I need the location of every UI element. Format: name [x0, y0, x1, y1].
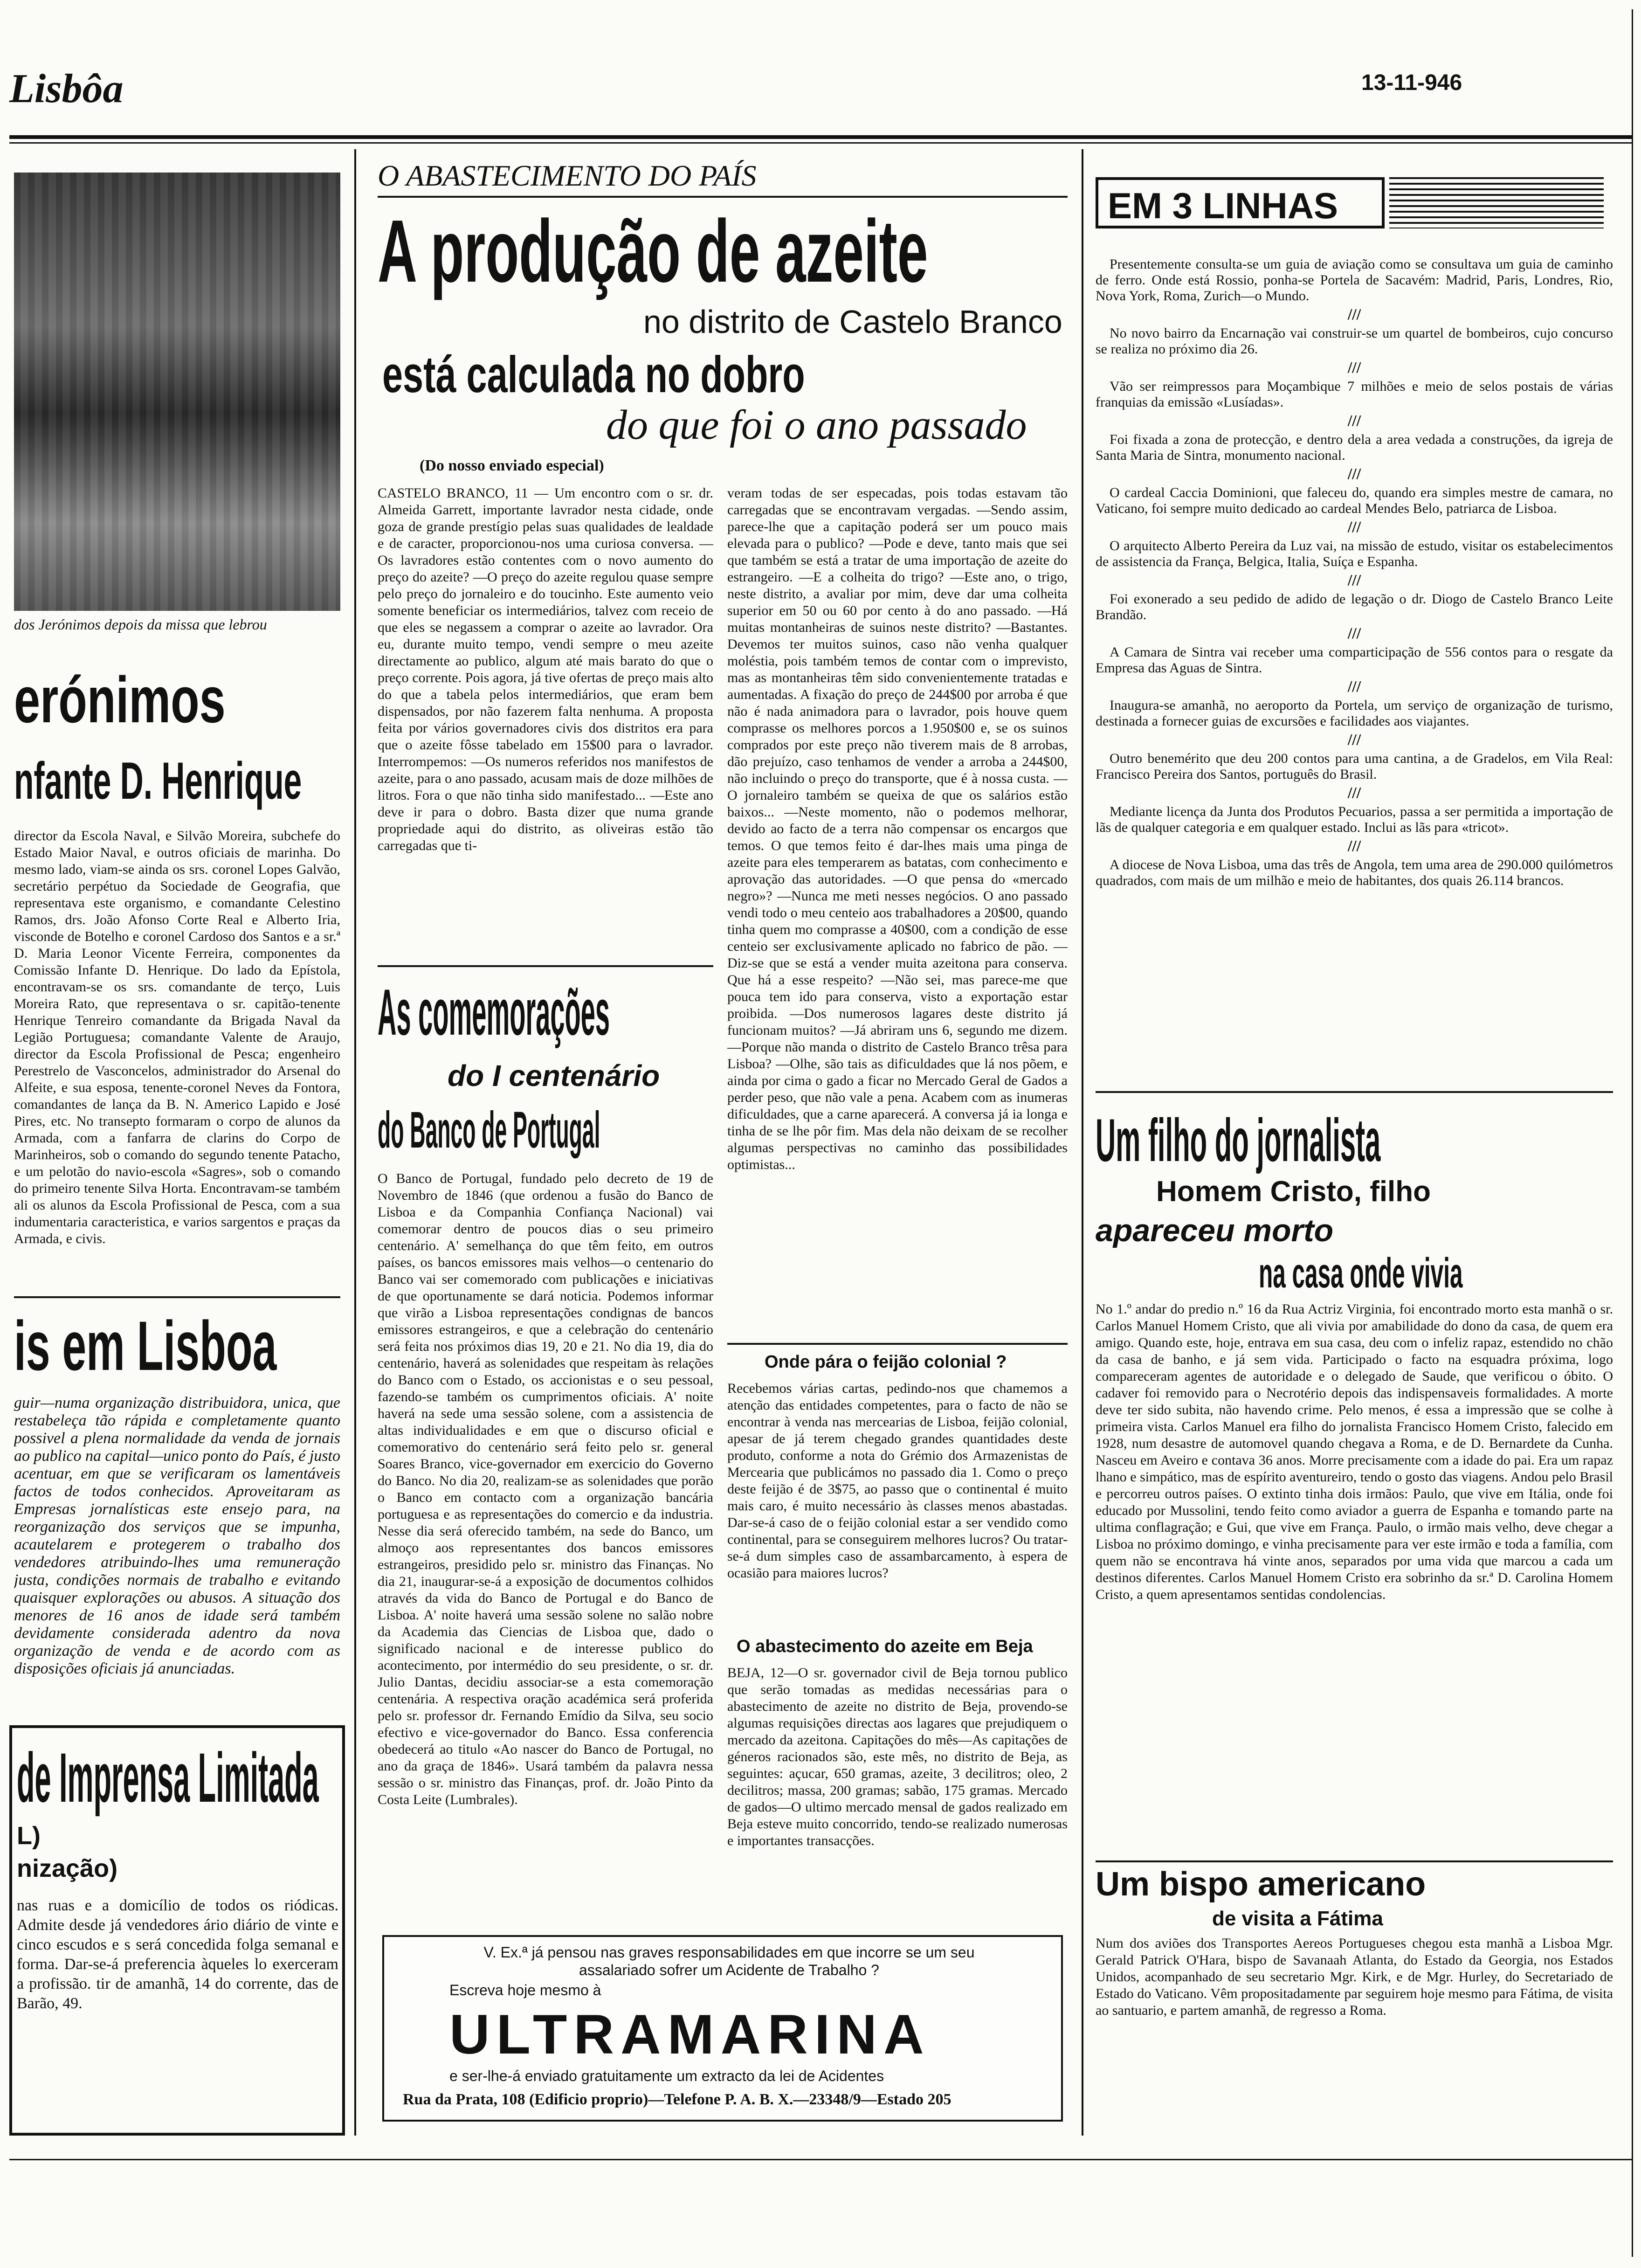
rule	[1096, 1860, 1613, 1862]
feijao-text: Recebemos várias cartas, pedindo-nos que chamemos a atenção das entidades competentes, para o facto de não se encontrar à venda nas mercearias de Lisboa, feijão colonial, apesar de já terem chegado grandes quantidades deste produto, conforme a nota do Grémio dos Armazenistas de Mercearia que publicámos no passado dia 1. Como o preço deste feijão é de 3$75, ao passo que o continental é muito mais caro, é muito necessário às classes menos abastadas. Dar-se-á caso de o feijão colonial estar a ser vendido como continental, para se conseguirem melhores lucros? Ou tratar-se-á dum simples caso de assambarcamento, à espera de ocasião para maiores lucros?	[727, 1381, 1068, 1581]
masthead-rule	[9, 135, 1632, 139]
imprensa-headline: de Imprensa Limitada	[17, 1738, 319, 1817]
em-3-linhas-title: EM 3 LINHAS	[1108, 185, 1338, 226]
kicker: O ABASTECIMENTO DO PAÍS	[378, 159, 757, 192]
subhead-centenario: do I centenário	[448, 1059, 660, 1093]
photo-jeronimos	[14, 173, 340, 611]
separator: ///	[1347, 465, 1361, 483]
bottom-rule	[9, 2159, 1632, 2160]
banco-text: O Banco de Portugal, fundado pelo decreto de 19 de Novembro de 1846 (que ordenou a fusão do Banco de Lisboa e da Companhia Confiança Nacional) vai comemorar dentro de poucos dias o seu primeiro centenário. A' semelhança do que têm feito, em outros países, os bancos emissores mais velhos—o centenario do Banco vai ser comemorado com publicações e iniciativas de que oportunamente se dará noticia. Podemos informar que virão a Lisboa representações condignas de bancos emissores estrangeiros, e que a celebração do centenário será feita nos próximos dias 19, 20 e 21. No dia 19, dia do centenário, haverá as solenidades que respeitam às relações do Banco com o Estado, os accionistas e o seu pessoal, fazendo-se também os cumprimentos oficiais. A' noite haverá na sede uma sessão solene, com a assistencia de altas individualidades e em que o discurso oficial e comemorativo do centenário será feito pelo sr. general Soares Branco, vice-governador em exercicio do Governo do Banco. No dia 20, realizam-se as solenidades que porão o Banco em contacto com a organização bancária portuguesa e as representações do comercio e da industria. Nesse dia será oferecido também, na sede do Banco, um almoço aos representantes dos bancos emissores estrangeiros, presidido pelo sr. ministro das Finanças. No dia 21, inaugurar-se-á a exposição de documentos colhidos através da vida do Banco de Portugal e do Banco de Lisboa. A' noite haverá uma sessão solene no salão nobre da Academia das Ciencias de Lisboa que, dado o significado nacional e de interesse publico do acontecimento, por intermédio do seu presidente, o sr. dr. Julio Dantas, decidiu associar-se a esta comemoração centenária. A respectiva oração académica será proferida pelo sr. professor dr. Fernando Emídio da Silva, seu socio efectivo e vice-governador do Banco. Essa conferencia obedecerá ao titulo «Ao nascer do Banco de Portugal, no ano da graça de 1846». Usará também da palavra nessa sessão o sr. ministro das Finanças, prof. dr. João Pinto da Costa Leite (Lumbrales).	[378, 1171, 713, 1807]
imprensa-box	[9, 1725, 345, 2136]
subhead-homem-cristo: Homem Cristo, filho	[1156, 1175, 1431, 1208]
headline-jeronimos: erónimos	[14, 663, 226, 736]
em-3-linhas-list	[1096, 256, 1613, 892]
separator: ///	[1347, 359, 1361, 376]
imprensa-text: nas ruas e a domicílio de todos os riódicas. Admite desde já vendedores ário diário de vinte e cinco escudos e s será concedida folga semanal e forma. Dar-se-á preferencia àqueles lo exerceram a profissão. tir de amanhã, 14 do corrente, das de Barão, 49.	[17, 1897, 338, 2012]
filho-text: No 1.º andar do predio n.º 16 da Rua Actriz Virginia, foi encontrado morto esta manhã o sr. Carlos Manuel Homem Cristo, que ali vivia por amabilidade do dono da casa, de quem era amigo. Quando este, hoje, entrava em sua casa, deu com o infeliz rapaz, estendido no chão da casa de banho, e já sem vida. Participado o facto na esquadra próxima, logo compareceram agentes de autoridade e o delegado de Saude, que verificou o óbito. O cadaver foi removido para o Necrotério depois das indispensaveis formalidades. A morte deve ter sido subita, não havendo crime. Pelo menos, é essa a impressão que se colhe à primeira vista. Carlos Manuel era filho do jornalista Francisco Homem Cristo, falecido em 1928, num desastre de automovel quando chegava a Roma, e de D. Bernardete da Cunha. Nasceu em Aveiro e contava 36 anos. Morre precisamente com a idade do pai. Era um rapaz lhano e simpático, mas de espírito aventureiro, tendo o gosto das viagens. Andou pelo Brasil e percorreu outros países. O extinto tinha dois irmãos: Paulo, que vive em Itália, onde foi educado por Mussolini, tendo feito como aviador a guerra de Espanha e tomando parte na ultima conflagração; e Gui, que vive em França. Paulo, o irmão mais velho, deve chegar a Lisboa no próximo domingo, e vinha precisamente para ver este irmão e toda a família, com quem não se encontrava há vinte anos, separados por uma vida que marcou a cada um destinos diferentes. Carlos Manuel Homem Cristo era sobrinho da sr.ª D. Carolina Homem Cristo, a quem apresentamos sentidas condolencias.	[1096, 1301, 1613, 1602]
separator: ///	[1347, 731, 1361, 748]
headline-lisboa: is em Lisboa	[14, 1307, 277, 1385]
headline-azeite: A produção de azeite	[378, 202, 928, 301]
column-rule	[1082, 149, 1083, 2136]
news-item: Presentemente consulta-se um guia de aviação como se consultava um guia de caminho de ferro. Onde está Rossio, ponha-se Portela de Sacavém: Madrid, Paris, Londres, Rio, Nova York, Roma, Zurich—o Mundo.	[1096, 256, 1613, 304]
subhead-dobro: está calculada no dobro	[382, 346, 805, 403]
masthead-title: Lisbôa	[9, 66, 124, 111]
news-item: O arquitecto Alberto Pereira da Luz vai, na missão de estudo, visitar os estabelecimentos de assistencia da França, Belgica, Italia, Suíça e Espanha.	[1096, 538, 1613, 569]
article-jeronimos-text: director da Escola Naval, e Silvão Moreira, subchefe do Estado Maior Naval, e outros oficiais de marinha. Do mesmo lado, viam-se ainda os srs. coronel Lopes Galvão, secretário perpétuo da Sociedade de Geografia, que representava este organismo, e comandante Celestino Ramos, drs. João Afonso Corte Real e Alberto Iria, visconde de Botelho e coronel Cardoso dos Santos e a sr.ª D. Maria Leonor Vicente Ferreira, componentes da Comissão Infante D. Henrique. Do lado da Epístola, encontravam-se os srs. comandante de terço, Luis Moreira Rato, que representava o sr. capitão-tenente Henrique Tenreiro comandante da Brigada Naval da Legião Portuguesa; comandante Valente de Araujo, director da Escola Profissional de Pesca; engenheiro Perestrelo de Vasconcelos, administrador do Arsenal do Alfeite, e sua esposa, tenente-coronel Neves da Fontora, comandantes de lança da B. N. Americo Lapido e José Pires, etc. No transepto formaram o corpo de alunos da Armada, com a fanfarra de clarins do Corpo de Marinheiros, sob o comando do segundo tenente Patacho, e um pelotão do navio-escola «Sagres», sob o comando do primeiro tenente Silva Horta. Encontravam-se também ali os alunos da Escola Profissional de Pesca, com a sua indumentaria caracteristica, e varios sargentos e praças da Armada, e civis.	[14, 828, 340, 1246]
imprensa-sub2: nização)	[17, 1854, 118, 1882]
rule	[378, 965, 713, 967]
subhead-banco: do Banco de Portugal	[378, 1101, 600, 1159]
em-3-linhas-box	[1096, 177, 1385, 228]
news-item: A Camara de Sintra vai receber uma comparticipação de 556 contos para o resgate da Empresa das Aguas de Sintra.	[1096, 644, 1613, 676]
feijao-title: Onde pára o feijão colonial ?	[765, 1352, 1007, 1372]
masthead-date: 13-11-946	[1361, 70, 1462, 95]
ad-line2: Escreva hoje mesmo à	[449, 1982, 601, 1998]
news-item: A diocese de Nova Lisboa, uma das três de Angola, tem uma area de 290.000 quilómetros quadrados, com mais de um milhão e meio de habitantes, dos quais 26.114 brancos.	[1096, 857, 1613, 888]
rule	[1096, 1091, 1613, 1093]
subhead-distrito: no distrito de Castelo Branco	[643, 304, 1062, 340]
masthead	[0, 0, 1641, 140]
azeite-col-a: CASTELO BRANCO, 11 — Um encontro com o sr. dr. Almeida Garrett, importante lavrador nesta cidade, onde goza de grande prestígio pelas suas qualidades de lealdade e de caracter, proporcionou-nos uma curiosa conversa. —Os lavradores estão contentes com o novo aumento do preço do azeite? —O preço do azeite regulou quase sempre pelo preço do jornaleiro e do toucinho. Este aumento veio somente beneficiar os intermediários, talvez com receio de que eles se negassem a comprar o azeite ao lavrador. Ora eu, durante muito tempo, vendi sempre o meu azeite directamente ao publico, algum até mais barato do que o preço corrente. Pois agora, já tive ofertas de preço mais alto do que a tabela pelos intermediários, que eram bem dispensados, por não fazerem falta nenhuma. A proposta feita por vários governadores civis dos distritos era para que o azeite fôsse tabelado em 15$00 para o lavrador. Interrompemos: —Os numeros referidos nos manifestos de azeite, para o ano passado, acusam mais de doze milhões de litros. Fora o que não tinha sido manifestado... —Este ano deve ir para o dobro. Basta dizer que numa grande propriedade aqui do distrito, as oliveiras estão tão carregadas que ti-	[378, 485, 713, 853]
rule	[14, 1296, 340, 1298]
headline-comemoracoes: As comemorações	[378, 975, 610, 1049]
headline-bispo: Um bispo americano	[1096, 1866, 1426, 1903]
news-item: O cardeal Caccia Dominioni, que faleceu do, quando era simples mestre de camara, no Vaticano, foi sempre muito dedicado ao cardeal Mendes Belo, patriarca de Lisboa.	[1096, 485, 1613, 516]
news-item: Vão ser reimpressos para Moçambique 7 milhões e meio de selos postais de várias franquias da emissão «Lusíadas».	[1096, 379, 1613, 410]
headline-filho: Um filho do jornalista	[1096, 1106, 1381, 1174]
ad-line1: V. Ex.ª já pensou nas graves responsabilidades em que incorre se um seu assalariado sofrer um Acidente de Trabalho ?	[483, 1944, 975, 1978]
rule	[727, 1343, 1068, 1345]
beja-text: BEJA, 12—O sr. governador civil de Beja tornou publico que serão tomadas as medidas necessárias para o abastecimento de azeite no distrito de Beja, provendo-se algumas requisições directas aos lagares que prejudiquem o mercado da azeitona. Capitações do mês—As capitações de géneros racionados são, este mês, no distrito de Beja, as seguintes: açucar, 650 gramas, azeite, 3 decilitros; oleo, 2 decilitros; massa, 200 gramas; sabão, 175 gramas. Mercado de gados—O ultimo mercado mensal de gados realizado em Beja esteve muito concorrido, tendo-se realizado numerosas e importantes transacções.	[727, 1665, 1068, 1848]
subhead-apareceu-morto: apareceu morto	[1096, 1213, 1334, 1248]
byline: (Do nosso enviado especial)	[420, 457, 604, 474]
news-item: Outro benemérito que deu 200 contos para uma cantina, a de Gradelos, em Vila Real: Francisco Pereira dos Santos, português do Brasil.	[1096, 751, 1613, 782]
photo-caption: dos Jerónimos depois da missa que lebrou	[14, 616, 267, 633]
azeite-col-b: veram todas de ser especadas, pois todas estavam tão carregadas que se encontravam vergadas. —Sendo assim, parece-lhe que a capitação poderá ser um pouco mais elevada para o publico? —Pode e deve, tanto mais que sei que também se está a tratar de uma importação de azeite do estrangeiro. —E a colheita do trigo? —Este ano, o trigo, neste distrito, a avaliar por mim, deve dar uma colheita superior em 50 ou 60 por cento à do ano passado. —Há muitas montanheiras de suinos neste distrito? —Bastantes. Devemos ter muitos suinos, caso não venha qualquer moléstia, pois também temos de contar com o imprevisto, mas as montanheiras têm sido convenientemente tratadas e aumentadas. A fixação do preço de 244$00 por arroba é que não é nada animadora para o lavrador, pois houve quem comprasse os melhores porcos a 1.950$00 e, se os suinos comprados por este preço não tiverem mais de 8 arrobas, dão prejuízo, caso tenhamos de vender a arroba a 244$00, não incluindo o preço do transporte, que é à nossa custa. —O jornaleiro também se queixa de que os salários estão baixos... —Neste momento, não o podemos melhorar, devido ao facto de a terra não compensar os encargos que temos. O que temos feito é dar-lhes mais uma pinga de azeite para eles temperarem as batatas, com conhecimento e aprovação das autoridades. —O que pensa do «mercado negro»? —Nunca me meti nesses negócios. O ano passado vendi todo o meu centeio aos trabalhadores a 20$00, quando tinha quem mo comprasse a 40$00, com a condição de esse centeio ser exclusivamente aplicado no fabrico de pão. —Diz-se que se está a vender muita azeitona para conserva. Que há a esse respeito? —Não sei, mas parece-me que pouca tem ido para conserva, visto a exportação estar proibida. —Dos numerosos lagares deste distrito já funcionam muitos? —Já abriram uns 6, segundo me dizem. —Porque não manda o distrito de Castelo Branco trêsa para Lisboa? —Olhe, são tais as dificuldades que lá nos põem, e ainda por cima o gado a ficar no Mercado Geral de Gados a perder peso, que não vale a pena. Acabem com as inumeras dificuldades, que a carne aparecerá. A conversa já ia longa e tinha de se lhe pôr fim. Mas dela não deixam de se recolher algumas perspectivas no caminho das possibilidades optimistas...	[727, 485, 1068, 1172]
separator: ///	[1347, 837, 1361, 855]
separator: ///	[1347, 678, 1361, 695]
ultramarina-ad	[382, 1935, 1063, 2122]
beja-title: O abastecimento do azeite em Beja	[737, 1637, 1033, 1656]
kicker-rule	[378, 196, 1068, 198]
em-3-linhas-hatch	[1389, 177, 1604, 228]
news-item: Mediante licença da Junta dos Produtos Pecuarios, passa a ser permitida a importação de lãs de qualquer categoria e em qualquer estado. Inclui as lãs para «tricot».	[1096, 804, 1613, 835]
subhead-ano-passado: do que foi o ano passado	[606, 402, 1027, 448]
separator: ///	[1347, 784, 1361, 802]
separator: ///	[1347, 412, 1361, 429]
news-item: No novo bairro da Encarnação vai construir-se um quartel de bombeiros, cujo concurso se realiza no próximo dia 26.	[1096, 325, 1613, 357]
ad-line3: e ser-lhe-á enviado gratuitamente um extracto da lei de Acidentes	[449, 2067, 884, 2084]
news-item: Foi exonerado a seu pedido de adido de legação o dr. Diogo de Castelo Branco Leite Brandão.	[1096, 591, 1613, 622]
subhead-fatima: de visita a Fátima	[1212, 1907, 1383, 1930]
bispo-text: Num dos aviões dos Transportes Aereos Portugueses chegou esta manhã a Lisboa Mgr. Gerald Patrick O'Hara, bispo de Savanaah Atlanta, do Estado da Georgia, nos Estados Unidos, acompanhado de seu secretario Mgr. Kirk, e de Mgr. Hurley, do Secretariado de Estado do Vaticano. Vêm propositadamente par seguirem hoje mesmo para Fátima, de visita ao santuario, e partem amanhã, de regresso a Roma.	[1096, 1936, 1613, 2018]
separator: ///	[1347, 572, 1361, 589]
separator: ///	[1347, 306, 1361, 323]
separator: ///	[1347, 519, 1361, 536]
imprensa-sub1: L)	[17, 1822, 41, 1850]
ad-line4: Rua da Prata, 108 (Edificio proprio)—Telefone P. A. B. X.—23348/9—Estado 205	[403, 2091, 952, 2108]
ad-brand: ULTRAMARINA	[449, 2003, 931, 2066]
column-rule	[354, 149, 356, 2136]
masthead-rule-thin	[9, 142, 1632, 144]
article-vendedores-text: guir—numa organização distribuidora, unica, que restabeleça tão rápida e completamente quanto possivel a plena normalidade da venda de jornais ao publico na capital—unico ponto do País, é justo acentuar, em que se verificaram os lamentáveis factos de todos conhecidos. Aproveitaram as Empresas jornalísticas este ensejo para, na reorganização dos serviços que se impunha, acautelarem e protegerem o trabalho dos vendedores atribuindo-lhes uma remuneração justa, condições normais de trabalho e evitando quaisquer explorações ou abusos. A situação dos menores de 16 anos de idade será também devidamente considerada adentro da nova organização de venda e de acordo com as disposições oficiais já anunciadas.	[14, 1394, 340, 1677]
separator: ///	[1347, 625, 1361, 642]
news-item: Inaugura-se amanhã, no aeroporto da Portela, um serviço de organização de turismo, destinada a fornecer guias de excursões e facilidades aos viajantes.	[1096, 698, 1613, 729]
subhead-casa: na casa onde vivia	[1259, 1250, 1463, 1297]
column-rule	[1632, 9, 1633, 2257]
headline-infante: nfante D. Henrique	[14, 752, 302, 810]
news-item: Foi fixada a zona de protecção, e dentro dela a area vedada a construções, da igreja de Santa Maria de Sintra, monumento nacional.	[1096, 432, 1613, 463]
